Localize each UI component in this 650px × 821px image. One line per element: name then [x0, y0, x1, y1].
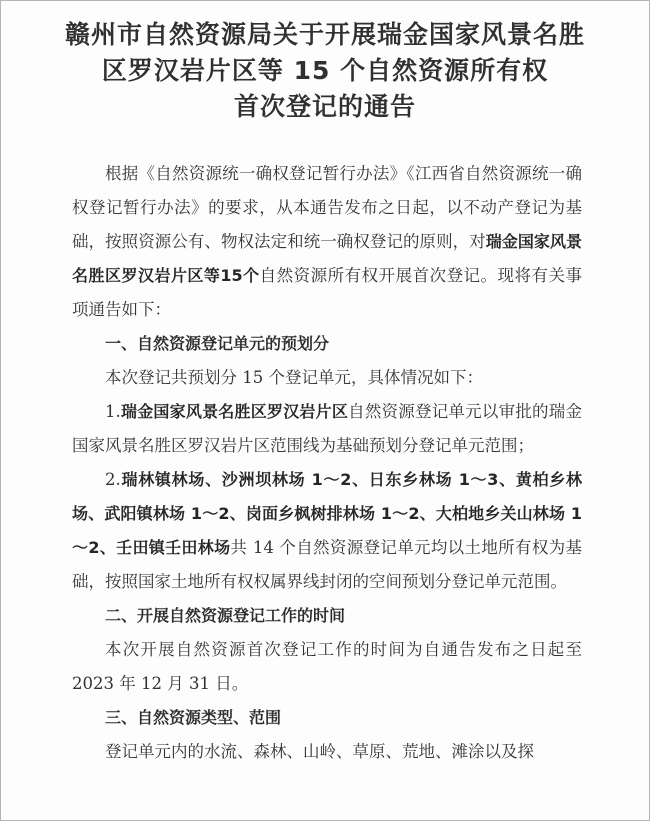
intro-text-1: 根据《自然资源统一确权登记暂行办法》《江西省自然资源统一确权登记暂行办法》的要求，从本通告发布之日起，以不动产登记为基础，按照资源公有、物权法定和统一确权登记的原则，对 — [72, 164, 582, 251]
item-2-text: 共 14 个自然资源登记单元均以土地所有权为基础，按照国家土地所有权权属界线封闭的空间预划分登记单元范围。 — [72, 538, 582, 591]
section-1-summary: 本次登记共预划分 15 个登记单元，具体情况如下： — [105, 368, 483, 387]
section-2-heading: 二、开展自然资源登记工作的时间 — [105, 606, 346, 625]
notice-title — [1, 17, 649, 125]
notice-body — [72, 157, 582, 769]
section-1-item-1 — [72, 395, 582, 463]
item-2-number: 2. — [105, 470, 121, 489]
section-1-heading: 一、自然资源登记单元的预划分 — [105, 334, 330, 353]
section-3-heading: 三、自然资源类型、范围 — [105, 708, 282, 727]
item-1-bold: 瑞金国家风景名胜区罗汉岩片区 — [120, 402, 349, 421]
intro-paragraph — [72, 157, 582, 327]
section-3-text: 登记单元内的水流、森林、山岭、草原、荒地、滩涂以及探 — [105, 742, 534, 761]
item-1-text: 自然资源登记单元以审批的瑞金国家风景名胜区罗汉岩片区范围线为基础预划分登记单元范围； — [72, 402, 582, 455]
section-2-text: 本次开展自然资源首次登记工作的时间为自通告发布之日起至 2023 年 12 月 31 日。 — [72, 640, 582, 693]
title-line-2: 区罗汉岩片区等 15 个自然资源所有权 — [101, 56, 549, 85]
item-1-number: 1. — [105, 402, 121, 421]
item-2-bold: 瑞林镇林场、沙洲坝林场 1～2、日东乡林场 1～3、黄柏乡林场、武阳镇林场 1～2、岗面乡枫树排林场 1～2、大柏地乡关山林场 1～2、壬田镇壬田林场 — [72, 470, 582, 557]
intro-text-2: 自然资源所有权开展首次登记。现将有关事项通告如下： — [72, 266, 582, 319]
title-line-3: 首次登记的通告 — [233, 92, 416, 121]
title-line-1: 赣州市自然资源局关于开展瑞金国家风景名胜 — [64, 20, 585, 49]
intro-bold: 瑞金国家风景名胜区罗汉岩片区等15个 — [72, 232, 582, 285]
section-1-item-2 — [72, 463, 582, 599]
